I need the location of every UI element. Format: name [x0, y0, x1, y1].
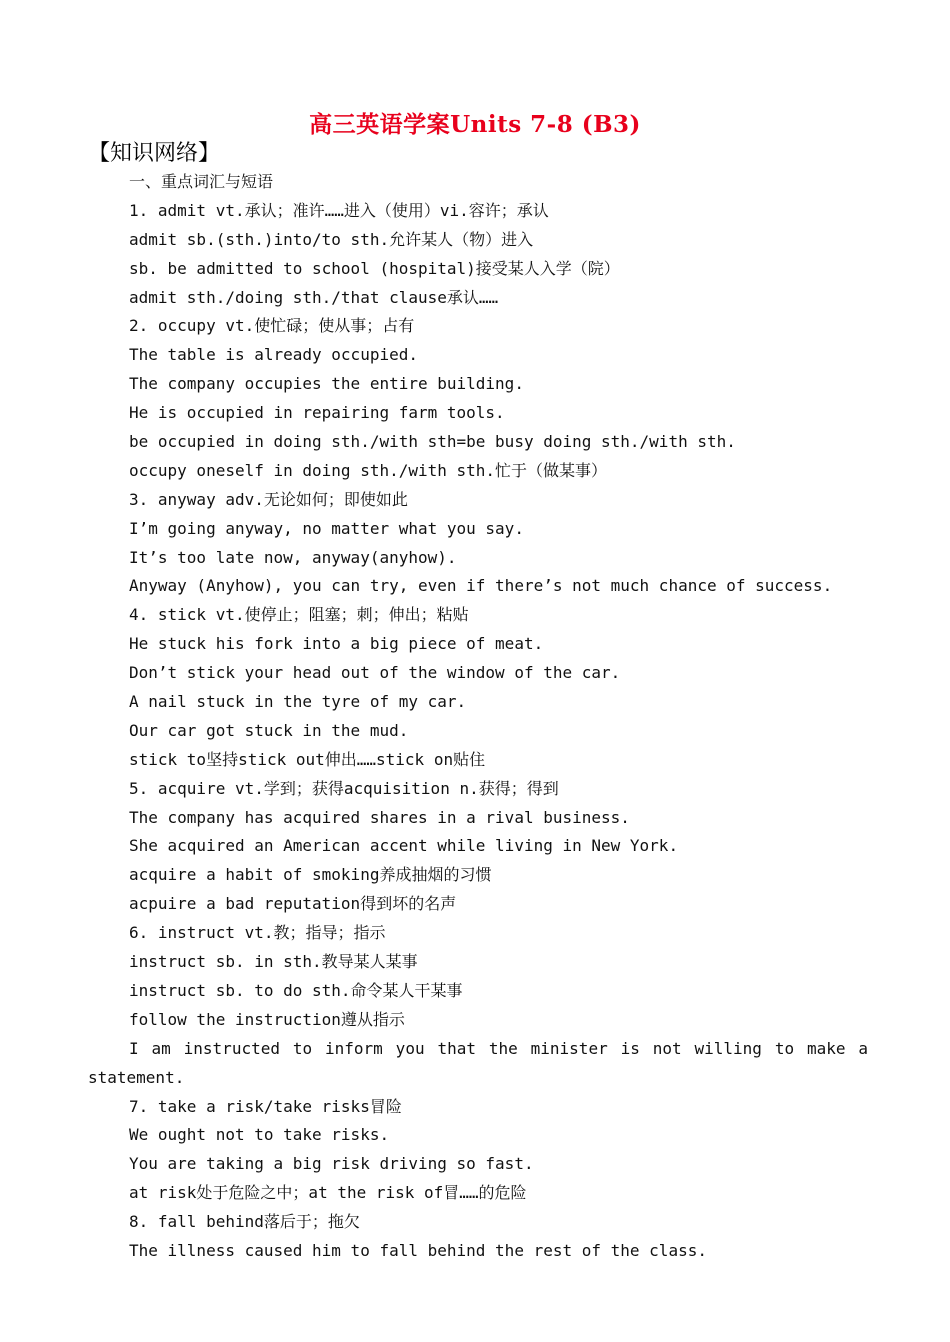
document-title: 高三英语学案Units 7-8 (B3) [309, 111, 641, 138]
text-line: A nail stuck in the tyre of my car. [129, 692, 467, 712]
text-line: occupy oneself in doing sth./with sth.忙于（做某事） [129, 460, 608, 480]
section-header: 【知识网络】 [88, 141, 221, 166]
text-line: 8. fall behind落后于；拖欠 [129, 1212, 360, 1232]
text-line: I’m going anyway, no matter what you say. [129, 518, 524, 538]
text-line: 5. acquire vt.学到；获得acquisition n.获得；得到 [129, 778, 559, 798]
text-line: The table is already occupied. [129, 345, 418, 365]
text-line: The company occupies the entire building. [129, 374, 524, 394]
content-body [88, 168, 868, 1266]
text-line: 1. admit vt.承认；准许……进入（使用）vi.容许；承认 [129, 200, 549, 220]
text-line: admit sb.(sth.)into/to sth.允许某人（物）进入 [129, 229, 534, 249]
text-line: admit sth./doing sth./that clause承认…… [129, 287, 499, 307]
text-line: He is occupied in repairing farm tools. [129, 403, 505, 423]
text-line: acquire a habit of smoking养成抽烟的习惯 [129, 865, 492, 885]
text-line: 6. instruct vt.教；指导；指示 [129, 923, 386, 943]
text-line: 2. occupy vt.使忙碌；使从事；占有 [129, 316, 415, 336]
text-line: The company has acquired shares in a rival business. [129, 807, 630, 827]
text-line: Anyway (Anyhow), you can try, even if there’s not much chance of success. [129, 576, 833, 596]
text-line: instruct sb. in sth.教导某人某事 [129, 952, 418, 972]
text-line: 4. stick vt.使停止；阻塞；刺；伸出；粘贴 [129, 605, 469, 625]
text-line: He stuck his fork into a big piece of meat. [129, 634, 544, 654]
text-line: It’s too late now, anyway(anyhow). [129, 547, 457, 567]
text-line: 7. take a risk/take risks冒险 [129, 1096, 402, 1116]
text-line: The illness caused him to fall behind the rest of the class. [129, 1240, 707, 1260]
text-line: She acquired an American accent while living in New York. [129, 836, 679, 856]
text-line: 一、重点词汇与短语 [129, 172, 274, 191]
text-line: 3. anyway adv.无论如何；即使如此 [129, 489, 408, 509]
text-line: follow the instruction遵从指示 [129, 1009, 405, 1029]
text-line: instruct sb. to do sth.命令某人干某事 [129, 980, 463, 1000]
text-line: sb. be admitted to school (hospital)接受某人入学（院） [129, 258, 620, 278]
text-line: Our car got stuck in the mud. [129, 720, 409, 740]
text-line: You are taking a big risk driving so fast. [129, 1154, 534, 1174]
text-line: Don’t stick your head out of the window of the car. [129, 663, 621, 683]
text-paragraph: I am instructed to inform you that the minister is not willing to make a statement. [88, 1038, 868, 1087]
text-line: We ought not to take risks. [129, 1125, 390, 1145]
text-line: stick to坚持stick out伸出……stick on贴住 [129, 749, 486, 769]
text-line: be occupied in doing sth./with sth=be busy doing sth./with sth. [129, 432, 736, 452]
text-line: acpuire a bad reputation得到坏的名声 [129, 894, 457, 914]
text-line: at risk处于危险之中；at the risk of冒……的危险 [129, 1183, 527, 1203]
